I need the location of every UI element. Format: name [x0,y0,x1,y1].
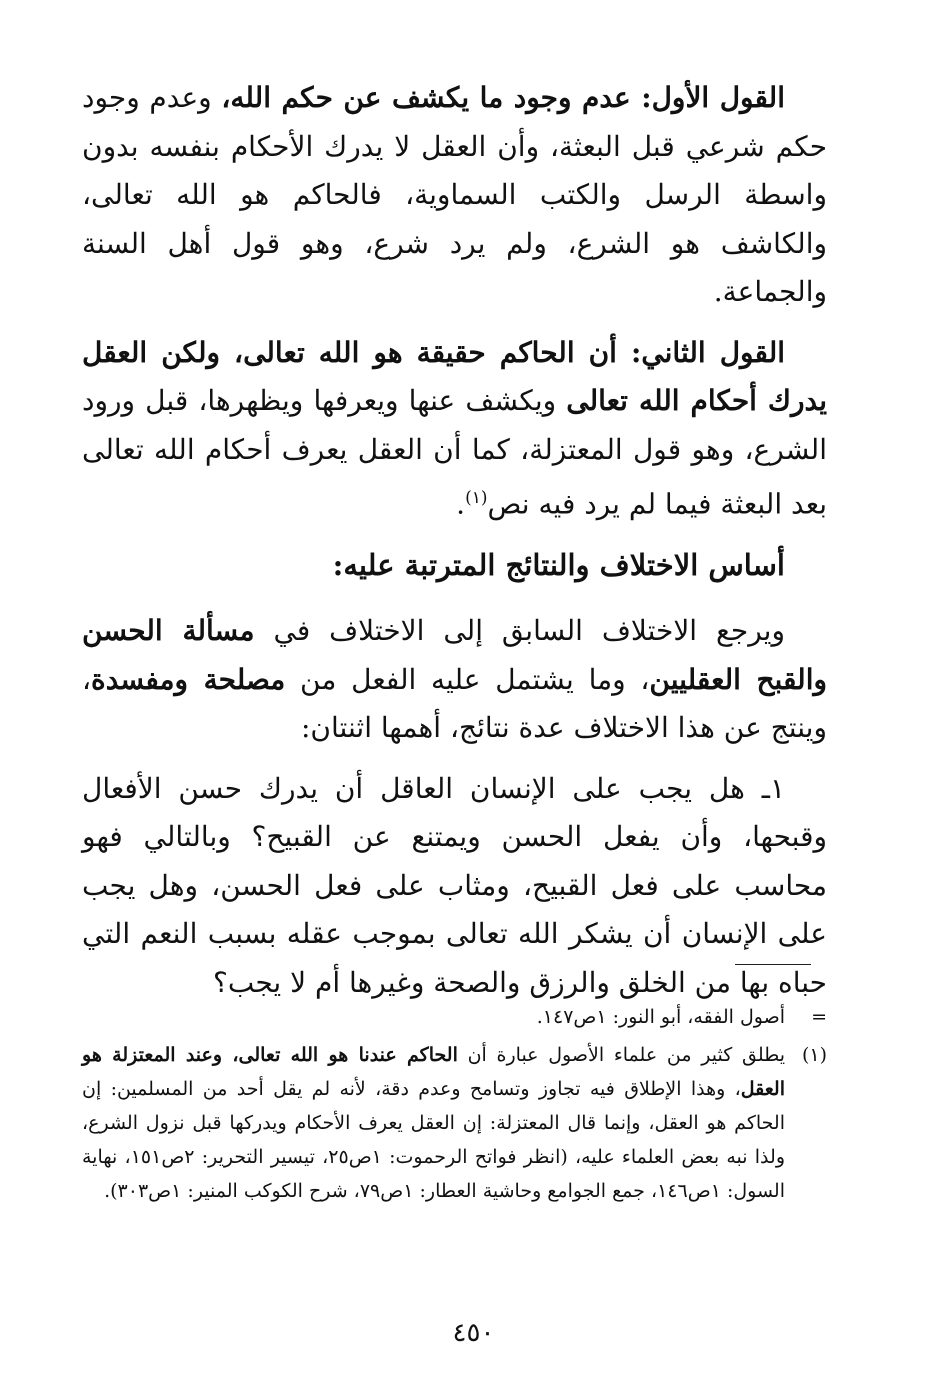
second-opinion-text: ويكشف عنها ويعرفها ويظهرها، قبل ورود الشرع، وهو قول المعتزلة، كما أن العقل يعرف أحكام الله تعالى بعد البعثة فيما لم يرد فيه نص [82,384,827,521]
first-opinion-lead: القول الأول: عدم وجود ما يكشف عن حكم الله، [221,81,785,114]
footnote-continuation [82,1000,827,1034]
second-opinion-end: . [456,487,466,521]
footnote-separator [735,964,811,965]
footnote-1 [82,1038,827,1208]
page-number: ٤٥٠ [452,1318,495,1348]
footnote-1-bold: الحاكم عندنا هو الله تعالى، وعند المعتزلة هو العقل [82,1044,785,1100]
first-opinion-text: وعدم وجود حكم شرعي قبل البعثة، وأن العقل لا يدرك الأحكام بنفسه بدون واسطة الرسل والكتب السماوية، فالحاكم هو الله تعالى، والكاشف هو الشرع، ولم يرد شرع، وهو قول أهل السنة والجماعة. [82,81,827,308]
paragraph-second-opinion [82,329,827,529]
continuation-text: أصول الفقه، أبو النور: ١ص١٤٧. [536,1006,785,1028]
section-heading: أساس الاختلاف والنتائج المترتبة عليه: [332,547,785,582]
footnote-1-lead: يطلق كثير من علماء الأصول عبارة أن [457,1044,785,1066]
paragraph-first-opinion [82,74,827,317]
continuation-mark: = [811,1006,827,1028]
paragraph-result-one: ١ـ هل يجب على الإنسان العاقل أن يدرك حسن الأفعال وقبحها، وأن يفعل الحسن ويمتنع عن القبيح؟ وبالتالي فهو محاسب على فعل القبيح، ومثاب على فعل الحسن، وهل يجب على الإنسان أن يشكر الله تعالى بموجب عقله بسبب النعم التي حباه بها من الخلق والرزق والصحة وغيرها أم لا يجب؟ [82,771,827,999]
basis-part-3: ، وينتج عن هذا الاختلاف عدة نتائج، أهمها اثنتان: [82,662,827,745]
second-opinion-lead: القول الثاني: أن الحاكم حقيقة هو الله تعالى، ولكن العقل يدرك أحكام الله تعالى [82,335,828,417]
paragraph-basis [82,607,827,753]
basis-part-1: ويرجع الاختلاف السابق إلى الاختلاف في [254,614,785,648]
footnote-1-rest: ، وهذا الإطلاق فيه تجاوز وتسامح وعدم دقة، لأنه لم يقل أحد من المسلمين: إن الحاكم هو العقل، وإنما قال المعتزلة: إن العقل يعرف الأحكام ويدركها قبل نزول الشرع، ولذا نبه بعض العلماء عليه، (انظر فواتح الرحموت: ١ص٢٥، تيسير التحرير: ٢ص١٥١، نهاية السول: ١ص١٤٦، جمع الجوامع وحاشية العطار: ١ص٧٩، شرح الكوكب المنير: ١ص٣٠٣). [82,1078,785,1202]
basis-part-2: ، وما يشتمل عليه الفعل من [285,662,650,696]
basis-bold-1: مسألة الحسن والقبح العقليين [82,614,827,696]
main-text [82,74,827,1019]
footnote-reference[interactable]: (١) [465,488,488,508]
footnote-1-mark: (١) [801,1044,827,1066]
basis-bold-2: مصلحة ومفسدة [91,662,286,696]
footnotes [82,1000,827,1212]
footnote-1-text [82,1038,785,1208]
